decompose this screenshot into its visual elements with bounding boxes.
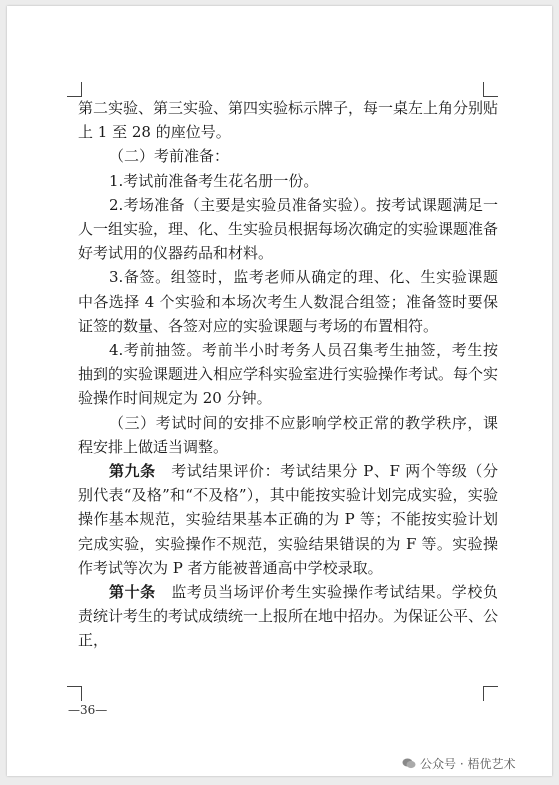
article-paragraph [78, 459, 498, 580]
crop-mark-top-left [67, 82, 82, 97]
paragraph: 4.考前抽签。考前半小时考务人员召集考生抽签，考生按抽到的实验课题进入相应学科实验室进行实验操作考试。每个实验操作时间规定为 20 分钟。 [78, 341, 499, 408]
wechat-icon [402, 758, 416, 769]
page-number: —36— [68, 703, 108, 717]
document-body [78, 96, 498, 653]
article-number: 第十条 [109, 583, 156, 602]
crop-mark-bottom-left [67, 686, 82, 701]
article-paragraph [78, 580, 498, 653]
paragraph: 3.备签。组签时，监考老师从确定的理、化、生实验课题中各选择 4 个实验和本场次考生人数混合组签；准备签时要保证签的数量、各签对应的实验课题与考场的布置相符。 [78, 268, 498, 335]
article-number: 第九条 [109, 462, 156, 481]
article-text: 考试结果评价：考试结果分 P、F 两个等级（分别代表“及格”和“不及格”），其中能按实验计划完成实验，实验操作基本规范，实验结果基本正确的为 P 等；不能按实验计划完成实验，实验操作不规范，实验结果错误的为 F 等。实验操作考试等次为 P 者方能被普通高中学校录取。 [78, 462, 498, 577]
paragraph: 1.考试前准备考生花名册一份。 [109, 171, 319, 190]
paragraph: 2.考场准备（主要是实验员准备实验）。按考试课题满足一人一组实验，理、化、生实验员根据每场次确定的实验课题准备好考试用的仪器药品和材料。 [78, 195, 499, 263]
section-heading: （三）考试时间的安排不应影响学校正常的教学秩序，课程安排上做适当调整。 [78, 413, 498, 456]
crop-mark-bottom-right [483, 686, 498, 701]
watermark [402, 755, 515, 772]
section-heading: （二）考前准备： [109, 147, 230, 166]
watermark-text: 公众号 · 梧优艺术 [420, 757, 516, 771]
document-page [7, 6, 552, 776]
article-text: 监考员当场评价考生实验操作考试结果。学校负责统计考生的考试成绩统一上报所在地中招办。为保证公平、公正， [78, 583, 499, 650]
paragraph: 第二实验、第三实验、第四实验标示牌子，每一桌左上角分别贴上 1 至 28 的座位号。 [78, 99, 499, 142]
crop-mark-top-right [483, 82, 498, 97]
